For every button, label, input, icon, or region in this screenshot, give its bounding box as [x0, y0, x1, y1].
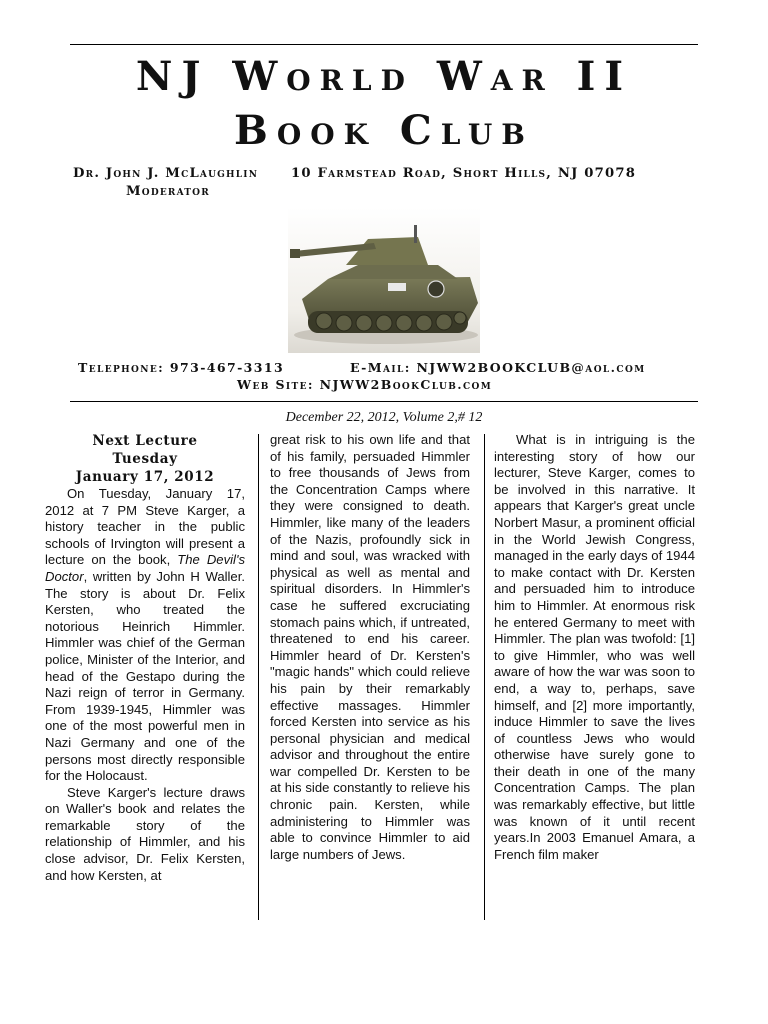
lecture-day: Tuesday: [112, 451, 178, 467]
top-rule: [70, 44, 698, 45]
column-2: [270, 432, 470, 863]
moderator-role: Moderator: [126, 184, 210, 199]
middle-rule: [70, 401, 698, 402]
paragraph: great risk to his own life and that of his family, persuaded Himmler to free thousands of Jews from the Concentration Camps where they were consigned to death. Himmler, like many of the leaders of the Nazis, profoundly sick in mind and soul, was wracked with physical as well as mental and spiritual disorders. In Himmler's case he suffered excruciating stomach pains which, if untreated, threatened to end his career. Himmler heard of Dr. Kersten's "magic hands" which could relieve his pain by their remarkably effective massages. Himmler forced Kersten into service as his personal physician and medical advisor and throughout the entire war compelled Dr. Kersten to be at his side constantly to relieve his chronic pain. Kersten, while administering to Himmler was able to convince Himmler to aid large numbers of Jews.: [270, 432, 470, 862]
tank-photo: [288, 207, 480, 353]
paragraph: [45, 486, 245, 785]
paragraph-text: On Tuesday, January 17, 2012 at 7 PM Steve Karger, a history teacher in the public schools of Irvington will present a lecture on the book,: [45, 486, 245, 568]
newsletter-title-line1: NJ World War II: [135, 53, 633, 100]
moderator-name: Dr. John J. McLaughlin: [73, 166, 259, 181]
column-divider-2: [484, 434, 485, 920]
website[interactable]: Web Site: NJWW2BookClub.com: [237, 377, 493, 392]
newsletter-title-line2: Book Club: [234, 107, 534, 154]
email-address[interactable]: E-Mail: NJWW2BOOKCLUB@aol.com: [350, 360, 646, 375]
tank-model-image: [288, 207, 480, 353]
column-divider-1: [258, 434, 259, 920]
lecture-heading: Next Lecture: [92, 433, 198, 449]
club-address: 10 Farmstead Road, Short Hills, NJ 07078: [291, 166, 637, 181]
lecture-date: January 17, 2012: [75, 469, 215, 485]
issue-dateline: December 22, 2012, Volume 2,# 12: [285, 410, 483, 425]
paragraph: What is in intriguing is the interesting story of how our lecturer, Steve Karger, comes to be involved in this narrative. It appears that Karger's great uncle Norbert Masur, a prominent official in the World Jewish Congress, managed in the early days of 1944 to make contact with Dr. Kersten and persuaded him to introduce him to Himmler. At enormous risk he entered Germany to meet with Himmler. The plan was twofold: [1] to give Himmler, who was well aware of how the war was soon to end, a way to, perhaps, save himself, and [2] more importantly, induce Himmler to save the lives of countless Jews who would otherwise have surely gone to their death in one of the many Concentration Camps. The plan was remarkably effective, but little was known of it until recent years.In 2003 Emanuel Amara, a French film maker: [494, 432, 695, 862]
paragraph: Steve Karger's lecture draws on Waller's book and relates the remarkable story of the relationship of Himmler, and his close advisor, Dr. Felix Kersten, and how Kersten, at: [45, 784, 245, 883]
column-3: [494, 432, 695, 863]
telephone: Telephone: 973-467-3313: [78, 360, 285, 375]
column-1: [45, 432, 245, 884]
book-title: The Devil's Doctor: [45, 552, 245, 584]
paragraph-text: , written by John H Waller. The story is about Dr. Felix Kersten, who treated the notorious Heinrich Himmler. Himmler was chief of the German police, Minister of the Interior, and head of the Gestapo during the Nazi reign of terror in Germany. From 1939-1945, Himmler was one of the most powerful men in Nazi Germany and one of the persons most directly responsible for the Holocaust.: [45, 568, 245, 784]
